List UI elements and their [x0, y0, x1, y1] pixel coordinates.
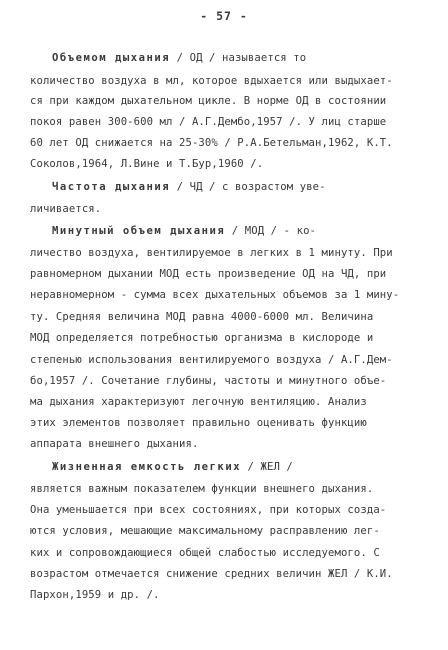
text-line: степенью использования вентилируемого воздуха / А.Г.Дем-: [30, 354, 393, 366]
text-line: покоя равен 300-600 мл / А.Г.Дембо,1957 /. У лиц старше: [30, 116, 387, 128]
text-line: ких и сопровождающиеся общей слабостью исследуемого. С: [30, 547, 380, 559]
text-line: является важным показателем функции внешнего дыхания.: [30, 483, 374, 495]
term-tidal-volume: Объемом дыхания: [52, 52, 171, 64]
text-line: бо,1957 /. Сочетание глубины, частоты и минутного объе-: [30, 375, 387, 387]
text-line: Минутный объем дыхания / МОД / - ко-: [52, 225, 317, 237]
term-vital-capacity: Жизненная емкость легких: [52, 461, 242, 473]
text-line: Жизненная емкость легких / ЖЕЛ /: [52, 461, 293, 473]
text-line: Частота дыхания / ЧД / с возрастом уве-: [52, 181, 326, 193]
text-line: 60 лет ОД снижается на 25-30% / Р.А.Бетельман,1962, К.Т.: [30, 137, 393, 149]
text-line: количество воздуха в мл, которое вдыхается или выдыхает-: [30, 75, 393, 87]
text-line: аппарата внешнего дыхания.: [30, 438, 199, 450]
text-line: возрастом отмечается снижение средних величин ЖЕЛ / К.И.: [30, 568, 393, 580]
text-line: личивается.: [30, 203, 102, 215]
text-line: Объемом дыхания / ОД / называется то: [52, 52, 307, 64]
text-line: ма дыхания характеризуют легочную вентиляцию. Анализ: [30, 396, 367, 408]
text-line: неравномерном - сумма всех дыхательных объемов за 1 мину-: [30, 289, 400, 301]
term-respiratory-rate: Частота дыхания: [52, 181, 171, 193]
text-line: Пархон,1959 и др. /.: [30, 589, 160, 601]
text-line: Она уменьшается при всех состояниях, при которых созда-: [30, 504, 387, 516]
term-minute-volume: Минутный объем дыхания: [52, 225, 226, 237]
text-line: равномерном дыхании МОД есть произведение ОД на ЧД, при: [30, 268, 387, 280]
text-line: этих элементов позволяет правильно оценивать функцию: [30, 417, 367, 429]
text-line: МОД определяется потребностью организма в кислороде и: [30, 332, 374, 344]
text-line: Соколов,1964, Л.Вине и Т.Бур,1960 /.: [30, 158, 264, 170]
text-line: ся при каждом дыхательном цикле. В норме ОД в состоянии: [30, 95, 387, 107]
text-line: личество воздуха, вентилируемое в легких в 1 минуту. При: [30, 247, 393, 259]
text-line: ются условия, мешающие максимальному расправлению лег-: [30, 525, 380, 537]
text-line: ту. Средняя величина МОД равна 4000-6000 мл. Величина: [30, 311, 374, 323]
page-number: - 57 -: [200, 9, 248, 23]
